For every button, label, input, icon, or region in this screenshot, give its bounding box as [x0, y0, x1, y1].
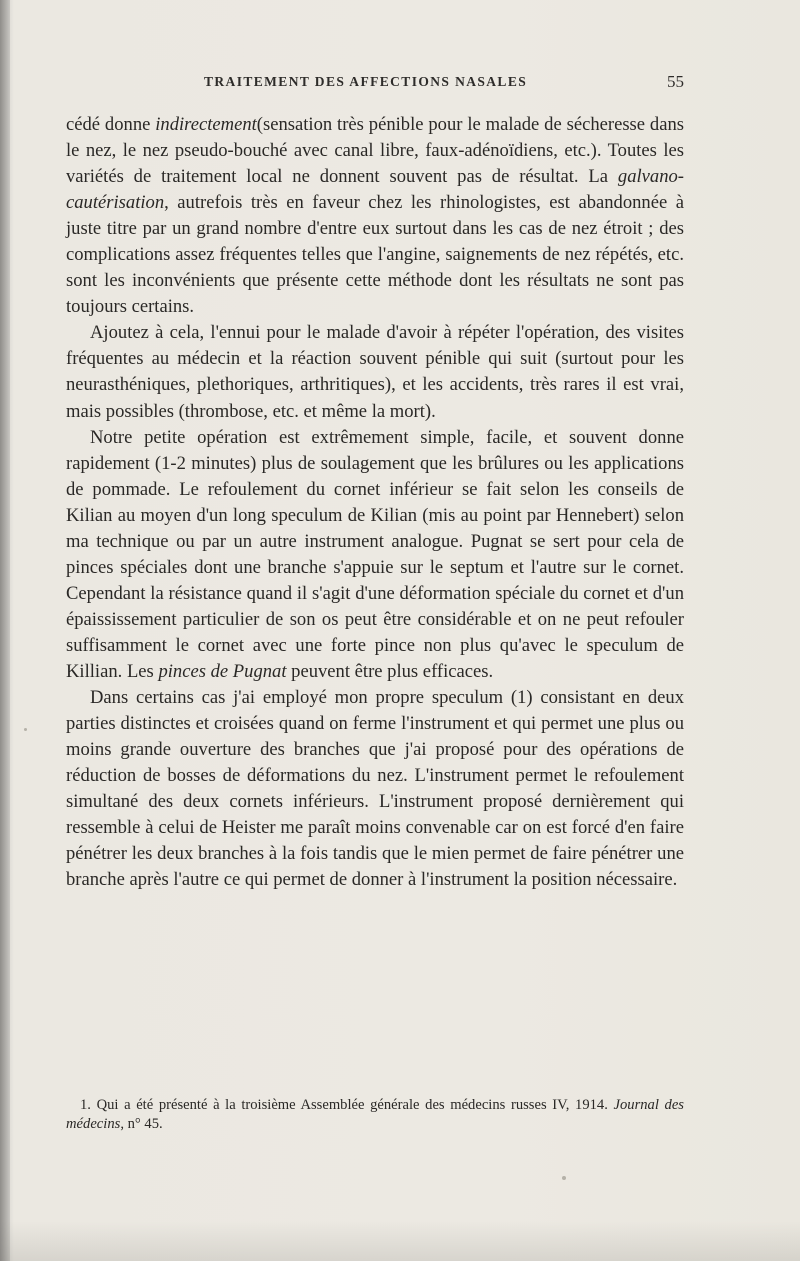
page-header: [66, 74, 684, 96]
paper-speck: [562, 1176, 566, 1180]
paragraph-3-text-a: Notre petite opération est extrêmement simple, facile, et souvent donne rapidement (1-2 minutes) plus de soulagement que les brûlures ou les applications de pommade. Le refoulement du cornet inférieur se fait selon les conseils de Kilian au moyen d'un long speculum de Kilian (mis au point par Hennebert) selon ma technique ou par un autre instrument analogue. Pugnat se sert pour cela de pinces spéciales dont une branche s'appuie sur le septum et l'autre sur le cornet. Cependant la résistance quand il s'agit d'une déformation spéciale du cornet et d'un épaississement particulier de son os peut être considérable et on ne peut refouler suffisamment le cornet avec une forte pince non plus qu'avec le speculum de Killian. Les: [66, 426, 684, 682]
paragraph-2: Ajoutez à cela, l'ennui pour le malade d'avoir à répéter l'opération, des visites fréquentes au médecin et la réaction souvent pénible qui suit (surtout pour les neurasthéniques, plethoriques, arthritiques), et les accidents, très rares il est vrai, mais possibles (thrombose, etc. et même la mort).: [66, 322, 684, 422]
footnote-number: 1.: [80, 1097, 91, 1113]
running-title: TRAITEMENT DES AFFECTIONS NASALES: [204, 74, 528, 89]
paragraph-1-italic-b: galvano-cautérisation: [66, 166, 684, 214]
paragraph-3: [66, 425, 684, 685]
page-bottom-shadow: [0, 1221, 800, 1261]
paragraph-3-text-b: peuvent être plus efficaces.: [286, 660, 494, 682]
paragraph-1-text-a: cédé donne: [66, 114, 156, 135]
paragraph-1: [66, 112, 684, 320]
page-number: 55: [667, 72, 684, 91]
footnote-text-b: , n° 45.: [120, 1116, 163, 1132]
paragraph-3-italic: pinces de Pugnat: [158, 660, 287, 682]
paragraph-1-italic-a: indirectement: [155, 114, 257, 135]
footnote: [66, 1096, 684, 1134]
footnote-text-a: Qui a été présenté à la troisième Assemblée générale des médecins russes IV, 1914.: [96, 1097, 614, 1113]
body-text: [66, 112, 684, 893]
book-spine-shadow: [0, 0, 10, 1261]
paper-speck: [24, 728, 27, 731]
paragraph-1-text-b: (sensation très pénible pour le malade de sécheresse dans le nez, le nez pseudo-bouché avec canal libre, faux-adénoïdiens, etc.). Toutes les variétés de traitement local ne donnent souvent pas de résultat. La: [66, 114, 685, 188]
footnote-journal-title: Journal des médecins: [66, 1097, 684, 1132]
paragraph-1-text-c: , autrefois très en faveur chez les rhinologistes, est abandonnée à juste titre par un grand nombre d'entre eux surtout dans les cas de nez étroit ; des complications assez fréquentes telles que l'angine, saignements de nez répétés, etc. sont les inconvénients que présente cette méthode dont les résultats ne sont pas toujours certains.: [66, 192, 684, 318]
paragraph-4: Dans certains cas j'ai employé mon propre speculum (1) consistant en deux parties distinctes et croisées quand on ferme l'instrument et qui permet une plus ou moins grande ouverture des branches que j'ai proposé pour des opérations de réduction de bosses de déformations du nez. L'instrument permet le refoulement simultané des deux cornets inférieurs. L'instrument proposé dernièrement qui ressemble à celui de Heister me paraît moins convenable car on est forcé d'en faire pénétrer les deux branches à la fois tandis que le mien permet de faire pénétrer une branche après l'autre ce qui permet de donner à l'instrument la position nécessaire.: [66, 687, 684, 891]
